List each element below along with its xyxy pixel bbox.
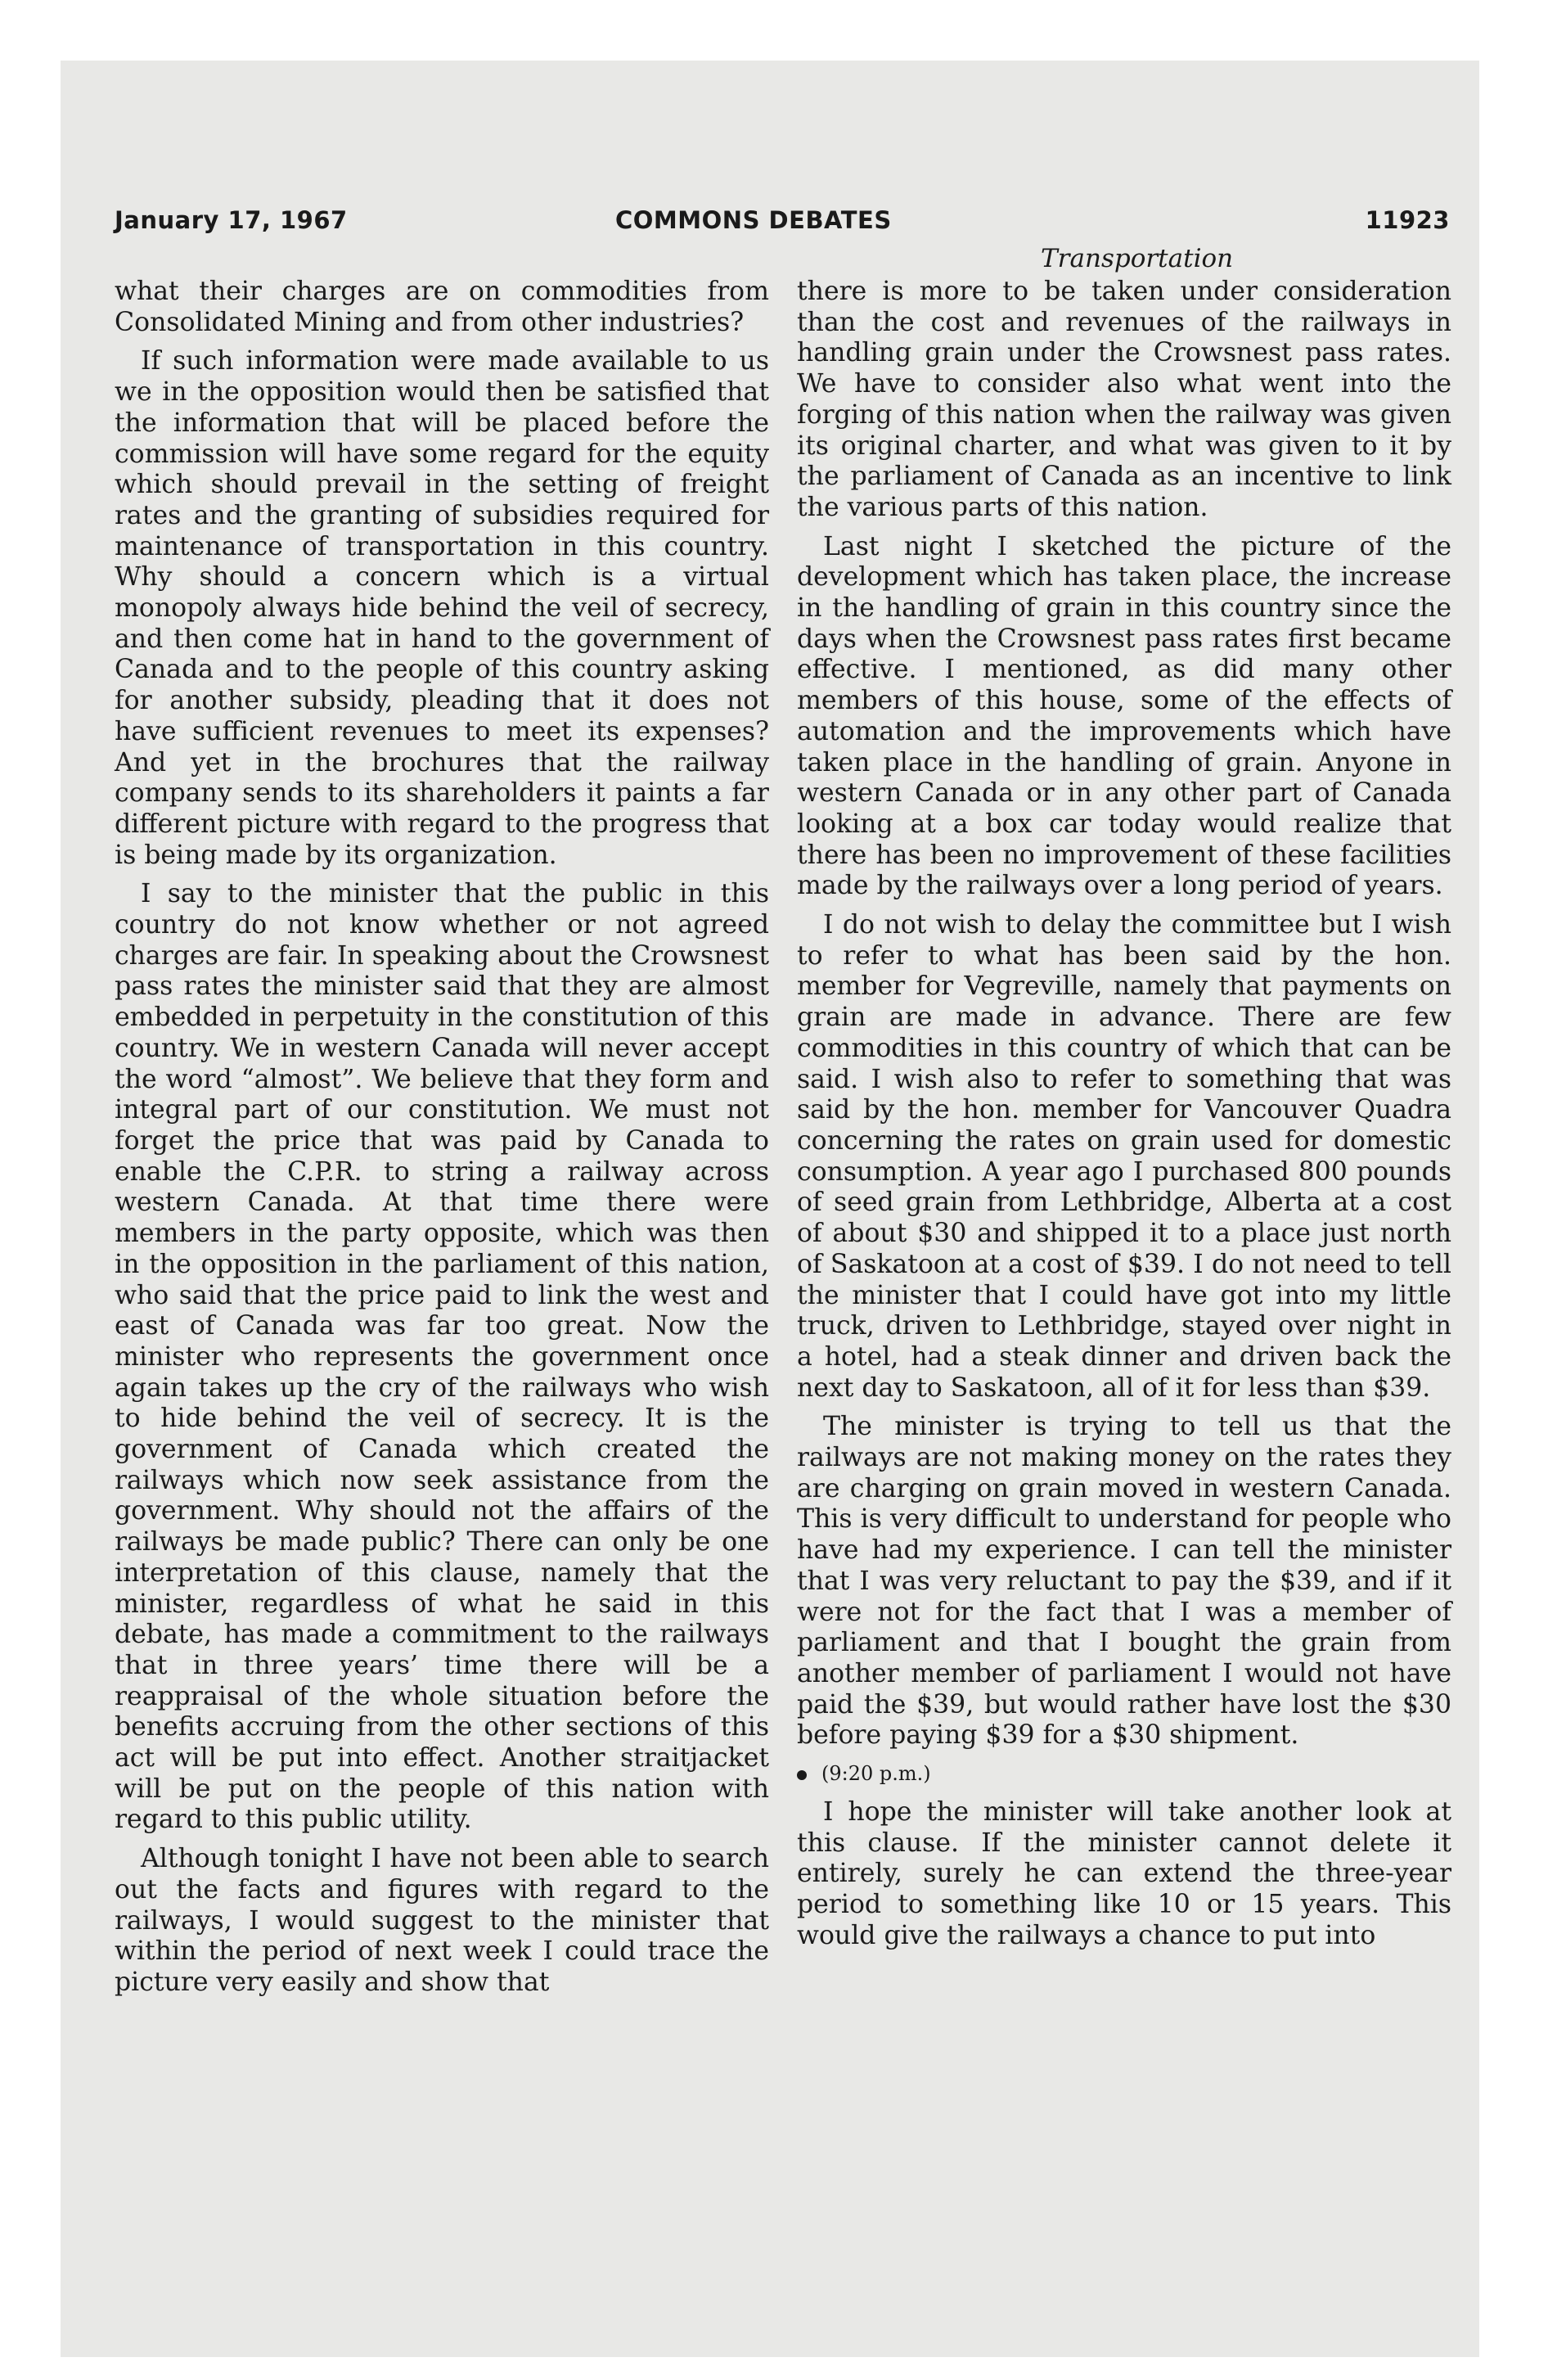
time-marker-text: (9:20 p.m.) xyxy=(821,1762,931,1786)
paragraph: Last night I sketched the picture of the development which has taken place, the increase in the handling of grain in this country since the days when the Crowsnest pass rates first became effective. I mentioned, as did many other members of this house, some of the effects of automation and the improvements which have taken place in the handling of grain. Anyone in western Canada or in any other part of Canada looking at a box car today would realize that there has been no improvement of these facilities made by the railways over a long period of years. xyxy=(797,531,1451,901)
header-date: January 17, 1967 xyxy=(115,206,348,234)
header-page-number: 11923 xyxy=(1365,206,1450,234)
section-heading: Transportation xyxy=(1041,244,1234,273)
paragraph: there is more to be taken under consideration than the cost and revenues of the railways in handling grain under the Crowsnest pass rates. We have to consider also what went into the forging of this nation when the railway was given its original charter, and what was given to it by the parliament of Canada as an incentive to link the various parts of this nation. xyxy=(797,277,1451,522)
paragraph: If such information were made available to us we in the opposition would then be satisfied that the information that will be placed before the commission will have some regard for the equity which should prevail in the setting of freight rates and the granting of subsidies required for maintenance of transportation in this country. Why should a concern which is a virtual monopoly always hide behind the veil of secrecy, and then come hat in hand to the government of Canada and to the people of this country asking for another subsidy, pleading that it does not have sufficient revenues to meet its expenses? And yet in the brochures that the railway company sends to its shareholders it paints a far different picture with regard to the progress that is being made by its organization. xyxy=(115,346,769,870)
paragraph: I say to the minister that the public in this country do not know whether or not agreed charges are fair. In speaking about the Crowsnest pass rates the minister said that they are almost embedded in perpetuity in the constitution of this country. We in western Canada will never accept the word “almost”. We believe that they form and integral part of our constitution. We must not forget the price that was paid by Canada to enable the C.P.R. to string a railway across western Canada. At that time there were members in the party opposite, which was then in the opposition in the parliament of this nation, who said that the price paid to link the west and east of Canada was far too great. Now the minister who represents the government once again takes up the cry of the railways who wish to hide behind the veil of secrecy. It is the government of Canada which created the railways which now seek assistance from the government. Why should not the affairs of the railways be made public? There can only be one interpretation of this clause, namely that the minister, regardless of what he said in this debate, has made a commitment to the railways that in three years’ time there will be a reappraisal of the whole situation before the benefits accruing from the other sections of this act will be put into effect. Another straitjacket will be put on the people of this nation with regard to this public utility. xyxy=(115,879,769,1835)
bullet-icon xyxy=(797,1770,807,1780)
running-header xyxy=(115,206,1450,239)
paragraph: I hope the minister will take another look at this clause. If the minister cannot delete it entirely, surely he can extend the three-year period to something like 10 or 15 years. This would give the railways a chance to put into xyxy=(797,1797,1451,1950)
paragraph: what their charges are on commodities from Consolidated Mining and from other industries? xyxy=(115,277,769,337)
right-column xyxy=(797,277,1451,1960)
paragraph: Although tonight I have not been able to search out the facts and figures with regard to the railways, I would suggest to the minister that within the period of next week I could trace the picture very easily and show that xyxy=(115,1844,769,1997)
paragraph: I do not wish to delay the committee but I wish to refer to what has been said by the hon. member for Vegreville, namely that payments on grain are made in advance. There are few commodities in this country of which that can be said. I wish also to refer to something that was said by the hon. member for Vancouver Quadra concerning the rates on grain used for domestic consumption. A year ago I purchased 800 pounds of seed grain from Lethbridge, Alberta at a cost of about $30 and shipped it to a place just north of Saskatoon at a cost of $39. I do not need to tell the minister that I could have got into my little truck, driven to Lethbridge, stayed over night in a hotel, had a steak dinner and driven back the next day to Saskatoon, all of it for less than $39. xyxy=(797,910,1451,1403)
paragraph: The minister is trying to tell us that the railways are not making money on the rates they are charging on grain moved in western Canada. This is very difficult to understand for people who have had my experience. I can tell the minister that I was very reluctant to pay the $39, and if it were not for the fact that I was a member of parliament and that I bought the grain from another member of parliament I would not have paid the $39, but would rather have lost the $30 before paying $39 for a $30 shipment. xyxy=(797,1412,1451,1751)
document-page xyxy=(115,0,1450,2380)
time-marker xyxy=(797,1760,1451,1787)
left-column xyxy=(115,277,769,2007)
header-journal-title: COMMONS DEBATES xyxy=(615,206,892,234)
